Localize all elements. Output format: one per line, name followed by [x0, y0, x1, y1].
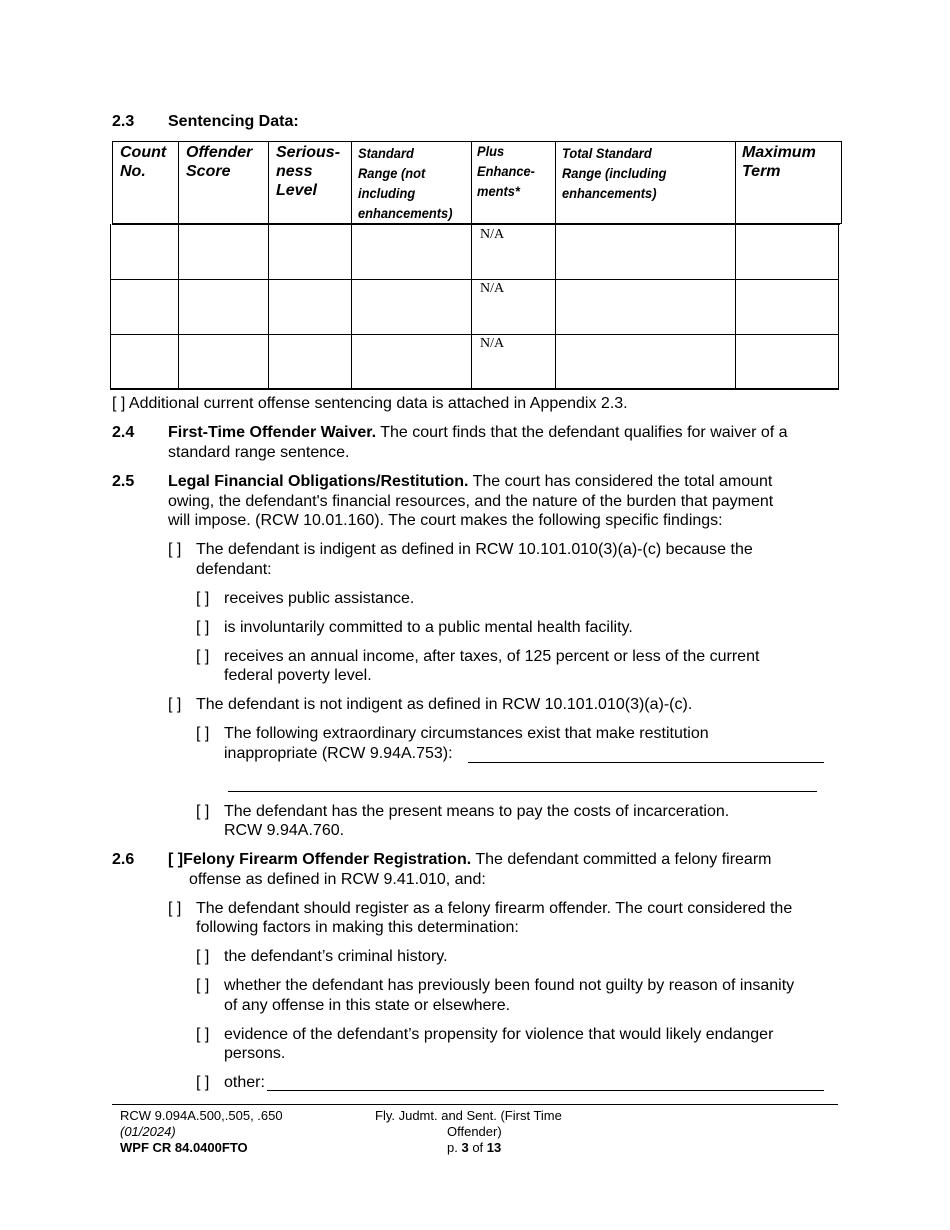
section-2-5-line1: Legal Financial Obligations/Restitution. The court has considered the total amount	[168, 473, 773, 490]
propensity-checkbox[interactable]: [ ]	[196, 1026, 210, 1043]
extraordinary-text-2: inappropriate (RCW 9.94A.753):	[224, 745, 453, 762]
section-2-4-line2: standard range sentence.	[168, 444, 350, 461]
extraordinary-checkbox[interactable]: [ ]	[196, 725, 210, 742]
section-2-6-line2: offense as defined in RCW 9.41.010, and:	[189, 871, 486, 888]
section-2-6-number: 2.6	[112, 851, 135, 868]
criminal-history-text: the defendant’s criminal history.	[224, 948, 448, 965]
footer-rule	[112, 1104, 838, 1105]
indigent-checkbox[interactable]: [ ]	[168, 541, 182, 558]
extraordinary-blank-line[interactable]	[468, 762, 824, 763]
income-text: receives an annual income, after taxes, of 125 percent or less of the current	[224, 648, 760, 665]
public-assistance-checkbox[interactable]: [ ]	[196, 590, 210, 607]
section-2-4-line1: First-Time Offender Waiver. The court finds that the defendant qualifies for waiver of a	[168, 424, 788, 441]
other-text: other:	[224, 1074, 265, 1091]
footer-rcw: RCW 9.094A.500,.505, .650	[120, 1108, 283, 1123]
committed-text: is involuntarily committed to a public mental health facility.	[224, 619, 633, 636]
not-guilty-text: whether the defendant has previously been found not guilty by reason of insanity	[224, 977, 795, 994]
section-2-5-title: Legal Financial Obligations/Restitution.	[168, 473, 469, 490]
propensity-text: evidence of the defendant’s propensity for violence that would likely endanger	[224, 1026, 774, 1043]
footer-title: Fly. Judmt. and Sent. (First Time	[375, 1108, 562, 1123]
income-checkbox[interactable]: [ ]	[196, 648, 210, 665]
section-2-3-title: Sentencing Data:	[168, 113, 299, 130]
section-2-4-title: First-Time Offender Waiver.	[168, 424, 377, 441]
header-seriousness-level: Serious- ness Level	[276, 144, 341, 199]
should-register-text-2: following factors in making this determination:	[196, 919, 519, 936]
table-cell-na: N/A	[480, 336, 505, 351]
propensity-text-2: persons.	[224, 1045, 286, 1062]
present-means-text-2: RCW 9.94A.760.	[224, 822, 345, 839]
table-cell-na: N/A	[480, 281, 505, 296]
not-guilty-text-2: of any offense in this state or elsewhere.	[224, 997, 511, 1014]
section-2-5-line2: owing, the defendant's financial resources, and the nature of the burden that payment	[168, 493, 774, 510]
section-2-3-number: 2.3	[112, 113, 135, 130]
header-offender-score: Offender Score	[186, 144, 253, 180]
present-means-checkbox[interactable]: [ ]	[196, 803, 210, 820]
not-indigent-checkbox[interactable]: [ ]	[168, 696, 182, 713]
indigent-text-2: defendant:	[196, 561, 272, 578]
public-assistance-text: receives public assistance.	[224, 590, 415, 607]
footer-form-number: WPF CR 84.0400FTO	[120, 1140, 248, 1155]
income-text-2: federal poverty level.	[224, 667, 372, 684]
other-blank-line[interactable]	[267, 1090, 824, 1091]
footer-page-number: p. 3 of 13	[447, 1140, 502, 1155]
committed-checkbox[interactable]: [ ]	[196, 619, 210, 636]
footer-date: (01/2024)	[120, 1124, 176, 1139]
section-2-6-title: Felony Firearm Offender Registration.	[183, 851, 472, 868]
header-plus-enhancements: Plus Enhance- ments*	[477, 143, 535, 199]
header-total-standard-range: Total Standard Range (including enhancements)	[562, 145, 667, 201]
section-2-6-checkbox[interactable]: [ ]	[168, 851, 184, 868]
footer-title-2: Offender)	[447, 1124, 502, 1139]
extraordinary-text: The following extraordinary circumstances exist that make restitution	[224, 725, 709, 742]
section-2-6-line1: [ ]Felony Firearm Offender Registration. The defendant committed a felony firearm	[168, 851, 772, 868]
other-checkbox[interactable]: [ ]	[196, 1074, 210, 1091]
should-register-text: The defendant should register as a felony firearm offender. The court considered the	[196, 900, 793, 917]
indigent-text: The defendant is indigent as defined in RCW 10.101.010(3)(a)-(c) because the	[196, 541, 753, 558]
table-cell-na: N/A	[480, 227, 505, 242]
section-2-4-number: 2.4	[112, 424, 135, 441]
header-count-no: Count No.	[120, 144, 167, 180]
section-2-5-line3: will impose. (RCW 10.01.160). The court makes the following specific findings:	[168, 512, 723, 529]
header-maximum-term: Maximum Term	[742, 144, 816, 180]
section-2-5-number: 2.5	[112, 473, 135, 490]
criminal-history-checkbox[interactable]: [ ]	[196, 948, 210, 965]
present-means-text: The defendant has the present means to pay the costs of incarceration.	[224, 803, 730, 820]
not-indigent-text: The defendant is not indigent as defined in RCW 10.101.010(3)(a)-(c).	[196, 696, 693, 713]
not-guilty-checkbox[interactable]: [ ]	[196, 977, 210, 994]
additional-data-checkbox-line[interactable]: [ ] Additional current offense sentencing data is attached in Appendix 2.3.	[112, 395, 628, 412]
header-standard-range: Standard Range (not including enhancements)	[358, 145, 453, 221]
should-register-checkbox[interactable]: [ ]	[168, 900, 182, 917]
extraordinary-blank-line-2[interactable]	[228, 791, 817, 792]
